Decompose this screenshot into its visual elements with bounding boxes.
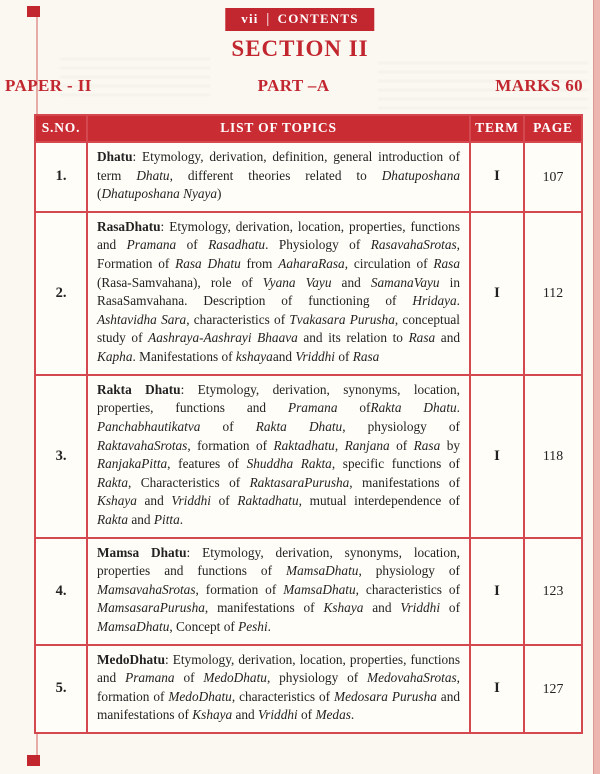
row-topic: Rakta Dhatu: Etymology, derivation, synonyms, location, properties, functions and Pramana ofRakta Dhatu. Panchabhautikatva of Rakta Dhatu, physiology of RaktavahaSrotas, formation of Raktadhatu, Ranjana of Rasa by RanjakaPitta, features of Shuddha Rakta, specific functions of Rakta, Characteristics of RaktasaraPurusha, manifestations of Kshaya and Vriddhi of Raktadhatu, mutual interdependence of Rakta and Pitta. — [87, 375, 470, 538]
header-sno: S.NO. — [35, 115, 87, 142]
header-page: PAGE — [524, 115, 582, 142]
contents-banner — [225, 8, 374, 31]
row-sno: 1. — [35, 142, 87, 212]
row-sno: 5. — [35, 645, 87, 733]
row-sno: 3. — [35, 375, 87, 538]
table-row — [35, 645, 582, 733]
row-term: I — [470, 142, 524, 212]
row-sno: 2. — [35, 212, 87, 375]
banner-divider — [268, 13, 269, 26]
table-row — [35, 375, 582, 538]
row-page: 112 — [524, 212, 582, 375]
table-row — [35, 142, 582, 212]
section-title: SECTION II — [231, 36, 369, 61]
paper-meta-row — [5, 76, 583, 96]
part-label: PART –A — [257, 76, 330, 95]
row-page: 127 — [524, 645, 582, 733]
row-term: I — [470, 538, 524, 645]
row-term: I — [470, 645, 524, 733]
marks-label: MARKS 60 — [495, 76, 583, 95]
row-page: 107 — [524, 142, 582, 212]
row-sno: 4. — [35, 538, 87, 645]
row-topic: MedoDhatu: Etymology, derivation, location, properties, functions and Pramana of MedoDhatu, physiology of MedovahaSrotas, formation of MedoDhatu, characteristics of Medosara Purusha and manifestations of Kshaya and Vriddhi of Medas. — [87, 645, 470, 733]
row-topic: Mamsa Dhatu: Etymology, derivation, synonyms, location, properties and functions of MamsaDhatu, physiology of MamsavahaSrotas, formation of MamsaDhatu, characteristics of MamsasaraPurusha, manifestations of Kshaya and Vriddhi of MamsaDhatu, Concept of Peshi. — [87, 538, 470, 645]
topics-table-body — [35, 142, 582, 733]
contents-title: CONTENTS — [277, 11, 359, 26]
table-header-row — [35, 115, 582, 142]
row-term: I — [470, 212, 524, 375]
page-number-label: vii — [241, 11, 259, 26]
page-edge-right-strip — [593, 0, 600, 774]
topics-table — [34, 114, 583, 734]
header-topics: LIST OF TOPICS — [87, 115, 470, 142]
row-topic: Dhatu: Etymology, derivation, definition, general introduction of term Dhatu, different theories related to Dhatuposhana (Dhatuposhana Nyaya) — [87, 142, 470, 212]
table-row — [35, 212, 582, 375]
row-term: I — [470, 375, 524, 538]
row-page: 123 — [524, 538, 582, 645]
page-corner-mark-top — [27, 6, 40, 17]
paper-label: PAPER - II — [5, 76, 92, 95]
page-corner-mark-bottom — [27, 755, 40, 766]
header-term: TERM — [470, 115, 524, 142]
row-page: 118 — [524, 375, 582, 538]
table-row — [35, 538, 582, 645]
row-topic: RasaDhatu: Etymology, derivation, location, properties, functions and Pramana of Rasadhatu. Physiology of RasavahaSrotas, Formation of Rasa Dhatu from AaharaRasa, circulation of Rasa (Rasa-Samvahana), role of Vyana Vayu and SamanaVayu in RasaSamvahana. Description of functioning of Hridaya. Ashtavidha Sara, characteristics of Tvakasara Purusha, conceptual study of Aashraya-Aashrayi Bhaava and its relation to Rasa and Kapha. Manifestations of kshayaand Vriddhi of Rasa — [87, 212, 470, 375]
